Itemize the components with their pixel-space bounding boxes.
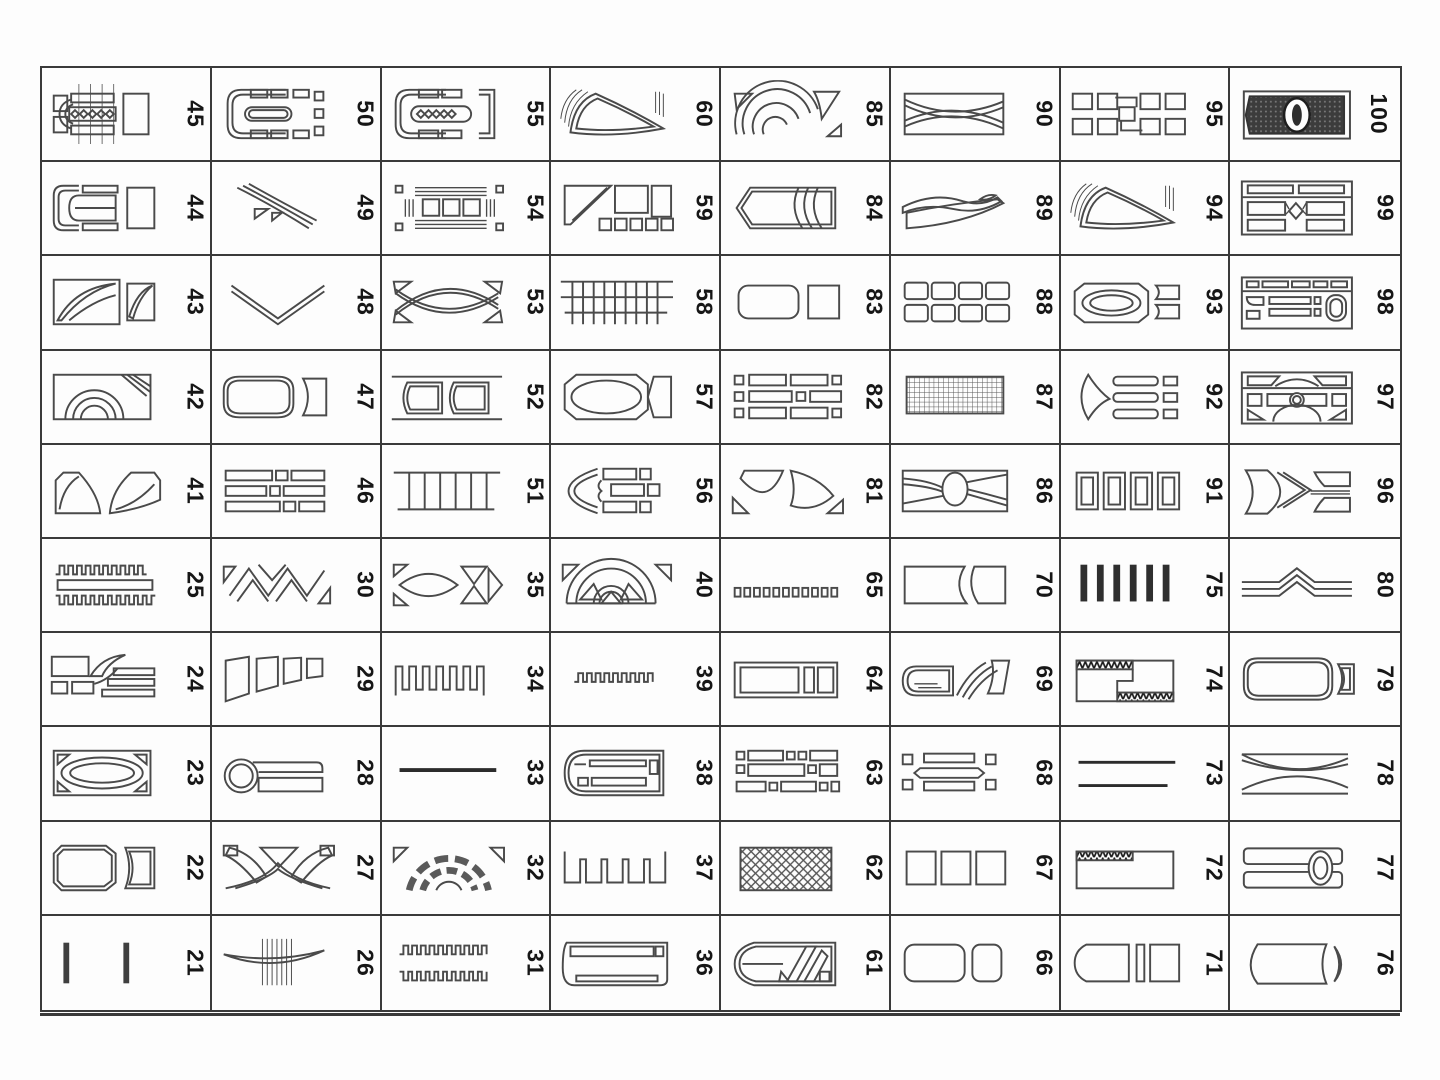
funnel-with-chevron-arrows-icon (1234, 450, 1362, 531)
pattern-cell-69 (891, 633, 1061, 727)
pattern-number: 41 (182, 477, 209, 505)
fantail-with-triple-bars-icon (1065, 356, 1191, 437)
pattern-number: 31 (521, 949, 548, 977)
curved-sail-with-hatch-arcs-icon (1065, 168, 1191, 249)
pattern-cell-85 (721, 68, 891, 162)
pattern-number: 65 (861, 571, 888, 599)
two-quarter-fan-sails-icon (46, 450, 172, 531)
stadium-panel-and-bracket-icon (216, 356, 342, 437)
row-of-small-squares-icon (725, 545, 851, 626)
pattern-cell-29 (212, 633, 382, 727)
stadium-with-swept-curves-icon (895, 639, 1021, 720)
pattern-number: 69 (1031, 665, 1058, 694)
triple-chevron-lines-icon (1234, 545, 1362, 626)
diagonal-curves-with-triangles-icon (216, 168, 342, 249)
pattern-number: 72 (1200, 853, 1227, 882)
pattern-number: 95 (1200, 100, 1227, 128)
pattern-cell-37 (551, 822, 721, 916)
pattern-cell-49 (212, 162, 382, 256)
rounded-panel-with-diagonal-stripes-icon (725, 921, 851, 1004)
pattern-cell-82 (721, 351, 891, 445)
deco-blocks-with-curves-icon (46, 639, 172, 720)
two-solid-lines-icon (1065, 733, 1191, 814)
pattern-number: 55 (521, 100, 548, 128)
pattern-number: 58 (691, 288, 718, 317)
pattern-cell-55 (382, 68, 552, 162)
pattern-cell-54 (382, 162, 552, 256)
pattern-cell-61 (721, 916, 891, 1010)
ellipse-with-flowing-curves-icon (895, 450, 1021, 531)
framed-bars-with-oval-ring-icon (1234, 262, 1362, 343)
pattern-number: 82 (861, 382, 888, 411)
greek-key-band-icon (555, 639, 681, 720)
brick-grille-with-squares-icon (725, 733, 851, 814)
bar-grille-with-end-squares-icon (725, 356, 851, 437)
arched-bands-with-corner-fans-icon (725, 74, 851, 155)
pattern-number: 84 (861, 194, 888, 223)
pattern-cell-64 (721, 633, 891, 727)
curved-panels-between-rails-icon (386, 356, 512, 437)
pattern-cell-32 (382, 822, 552, 916)
pattern-cell-96 (1230, 445, 1400, 539)
pattern-cell-39 (551, 633, 721, 727)
pattern-cell-86 (891, 445, 1061, 539)
pattern-number: 25 (182, 571, 209, 599)
pattern-number: 57 (691, 382, 718, 411)
pattern-cell-53 (382, 256, 552, 350)
lens-with-triangle-X-icon (386, 545, 512, 626)
pattern-number: 60 (691, 100, 718, 128)
pattern-cell-94 (1061, 162, 1231, 256)
pattern-cell-25 (42, 539, 212, 633)
pattern-number: 93 (1200, 288, 1227, 317)
rounded-bar-with-crescent-icon (1234, 921, 1362, 1004)
pattern-cell-63 (721, 727, 891, 821)
pattern-cell-44 (42, 162, 212, 256)
pattern-number: 96 (1372, 477, 1399, 505)
pattern-number: 30 (352, 571, 379, 599)
pattern-number: 61 (861, 949, 888, 977)
pattern-number: 43 (182, 288, 209, 317)
pattern-cell-50 (212, 68, 382, 162)
pattern-number: 44 (182, 194, 209, 223)
framed-triple-panel-icon (725, 639, 851, 720)
leaf-curves-in-two-panels-icon (46, 262, 172, 343)
pattern-cell-52 (382, 351, 552, 445)
fan-with-arc-bands-icon (555, 545, 681, 626)
pattern-cell-31 (382, 916, 552, 1010)
C-bracket-panel-with-bars-and-square-icon (46, 168, 172, 249)
pattern-cell-99 (1230, 162, 1400, 256)
art-nouveau-fan-panel-icon (216, 827, 342, 908)
pattern-cell-62 (721, 822, 891, 916)
pattern-cell-42 (42, 351, 212, 445)
pattern-number: 66 (1031, 949, 1058, 977)
shell-with-brick-bars-icon (555, 450, 681, 531)
zigzag-chevron-band-icon (216, 545, 342, 626)
double-C-frame-with-bars-and-small-squares-icon (216, 74, 342, 155)
bar-with-hatched-strip-icon (1065, 827, 1191, 908)
pattern-cell-70 (891, 539, 1061, 633)
pattern-cell-79 (1230, 633, 1400, 727)
pattern-number: 97 (1372, 382, 1399, 411)
rounded-panel-with-bars-icon (555, 921, 681, 1004)
pattern-cell-38 (551, 727, 721, 821)
rounded-panel-with-inner-bars-icon (555, 733, 681, 814)
pattern-cell-71 (1061, 916, 1231, 1010)
pattern-number: 88 (1031, 288, 1058, 317)
pattern-cell-91 (1061, 445, 1231, 539)
pattern-cell-98 (1230, 256, 1400, 350)
double-greek-key-rows-icon (386, 921, 512, 1004)
pointed-bar-with-brackets-icon (895, 733, 1021, 814)
pattern-number: 80 (1372, 571, 1399, 599)
pattern-number: 42 (182, 382, 209, 411)
pattern-cell-33 (382, 727, 552, 821)
pattern-number: 91 (1200, 477, 1227, 505)
pattern-number: 51 (521, 477, 548, 505)
pattern-cell-97 (1230, 351, 1400, 445)
woven-lens-band-icon (1234, 733, 1362, 814)
pattern-number: 73 (1200, 759, 1227, 788)
pattern-number: 67 (1031, 853, 1058, 882)
pattern-number: 71 (1200, 949, 1227, 977)
radiating-arch-segments-icon (386, 827, 512, 908)
pattern-cell-81 (721, 445, 891, 539)
pattern-number: 64 (861, 665, 888, 694)
pattern-number: 78 (1372, 759, 1399, 788)
pattern-number: 35 (521, 571, 548, 599)
pattern-cell-80 (1230, 539, 1400, 633)
pattern-cell-72 (1061, 822, 1231, 916)
eight-square-grid-icon (895, 262, 1021, 343)
pattern-number: 98 (1372, 288, 1399, 317)
pattern-number: 45 (182, 100, 209, 128)
pattern-cell-84 (721, 162, 891, 256)
panel-split-by-S-curve-icon (895, 545, 1021, 626)
pattern-cell-56 (551, 445, 721, 539)
framed-lens-medallion-icon (46, 733, 172, 814)
basketweave-band-icon (725, 827, 851, 908)
pattern-cell-67 (891, 822, 1061, 916)
pattern-cell-83 (721, 256, 891, 350)
greek-key-double-band-icon (46, 545, 172, 626)
pattern-number: 59 (691, 194, 718, 223)
octagon-panel-and-bracket-icon (46, 827, 172, 908)
double-chevron-icon (216, 262, 342, 343)
pattern-number: 21 (182, 949, 209, 977)
pattern-cell-21 (42, 916, 212, 1010)
pattern-cell-77 (1230, 822, 1400, 916)
pattern-cell-45 (42, 68, 212, 162)
framed-panels-with-center-diamond-icon (1234, 168, 1362, 249)
pattern-cell-43 (42, 256, 212, 350)
ellipse-in-octagon-with-cap-icon (555, 356, 681, 437)
pattern-number: 92 (1200, 382, 1227, 411)
pattern-cell-22 (42, 822, 212, 916)
pattern-number: 47 (352, 382, 379, 411)
pattern-cell-59 (551, 162, 721, 256)
pattern-number: 32 (521, 853, 548, 882)
pattern-cell-35 (382, 539, 552, 633)
swag-with-comb-lines-icon (216, 921, 342, 1004)
pattern-number: 23 (182, 759, 209, 788)
three-squares-icon (895, 827, 1021, 908)
pattern-cell-36 (551, 916, 721, 1010)
textured-band-with-ornate-oval-icon (1234, 74, 1362, 155)
pattern-cell-23 (42, 727, 212, 821)
framed-medallion-with-circles-icon (1234, 356, 1362, 437)
four-window-frames-icon (1065, 450, 1191, 531)
pattern-cell-34 (382, 633, 552, 727)
pattern-number: 90 (1031, 100, 1058, 128)
pattern-cell-40 (551, 539, 721, 633)
tall-comb-meander-icon (386, 639, 512, 720)
pattern-number: 100 (1365, 93, 1392, 135)
pattern-cell-75 (1061, 539, 1231, 633)
pattern-cell-58 (551, 256, 721, 350)
pattern-number: 63 (861, 759, 888, 788)
pattern-cell-47 (212, 351, 382, 445)
pattern-cell-100 (1230, 68, 1400, 162)
pattern-number: 81 (861, 477, 888, 505)
pattern-cell-88 (891, 256, 1061, 350)
split-bars-with-oval-ring-icon (1234, 827, 1362, 908)
rounded-bar,-slat-and-square-icon (1065, 921, 1191, 1004)
pattern-cell-68 (891, 727, 1061, 821)
pattern-number: 77 (1372, 853, 1399, 882)
pattern-number: 74 (1200, 665, 1227, 694)
pattern-number: 54 (521, 194, 548, 223)
pattern-cell-78 (1230, 727, 1400, 821)
diagonal-panel-with-small-squares-icon (555, 168, 681, 249)
square-wave-meander-icon (555, 827, 681, 908)
pointed-panel-with-curved-stripes-icon (725, 168, 851, 249)
squares-around-center-block-icon (1065, 74, 1191, 155)
pattern-cell-73 (1061, 727, 1231, 821)
pattern-number: 56 (691, 477, 718, 505)
pattern-number: 68 (1031, 759, 1058, 788)
panel-with-bead-chain-and-end-square-icon (46, 74, 172, 155)
pattern-number: 76 (1372, 949, 1399, 977)
pattern-number: 48 (352, 288, 379, 317)
pattern-cell-46 (212, 445, 382, 539)
pattern-cell-48 (212, 256, 382, 350)
pattern-number: 37 (691, 853, 718, 882)
pattern-cell-26 (212, 916, 382, 1010)
layered-wave-scroll-icon (895, 168, 1021, 249)
pattern-cell-89 (891, 162, 1061, 256)
pattern-cell-30 (212, 539, 382, 633)
C-frame-with-diamond-chain-and-bracket-icon (386, 74, 512, 155)
pattern-cell-60 (551, 68, 721, 162)
pattern-cell-57 (551, 351, 721, 445)
pattern-number: 70 (1031, 571, 1058, 599)
pattern-number: 94 (1200, 194, 1227, 223)
pattern-cell-74 (1061, 633, 1231, 727)
open-grid-lattice-icon (555, 262, 681, 343)
arches-with-diagonal-rays-icon (46, 356, 172, 437)
pattern-cell-92 (1061, 351, 1231, 445)
pattern-number: 28 (352, 759, 379, 788)
pattern-number: 85 (861, 100, 888, 128)
pattern-number: 87 (1031, 382, 1058, 411)
pattern-cell-93 (1061, 256, 1231, 350)
pattern-number: 40 (691, 571, 718, 599)
pattern-number: 34 (521, 665, 548, 694)
crossed-fish-curves-icon (386, 262, 512, 343)
pattern-number: 33 (521, 759, 548, 788)
four-tilted-panels-icon (216, 639, 342, 720)
pattern-number: 46 (352, 477, 379, 505)
staggered-brick-bars-icon (216, 450, 342, 531)
bar-with-offset-hatched-strips-icon (1065, 639, 1191, 720)
crossed-curved-bands-panel-icon (895, 74, 1021, 155)
pattern-number: 99 (1372, 194, 1399, 223)
fine-mesh-band-icon (895, 356, 1021, 437)
curved-triangle-pair-icon (725, 450, 851, 531)
pattern-cell-51 (382, 445, 552, 539)
oval-medallion-with-side-bars-icon (1065, 262, 1191, 343)
curved-sail-with-hatch-arcs-icon (555, 74, 681, 155)
pattern-cell-90 (891, 68, 1061, 162)
pattern-number: 79 (1372, 665, 1399, 694)
pattern-number: 52 (521, 382, 548, 411)
rounded-hexagon-panel-with-bracket-icon (1234, 639, 1362, 720)
sheet-bottom-rule (40, 1013, 1400, 1016)
pattern-cell-87 (891, 351, 1061, 445)
pattern-cell-95 (1061, 68, 1231, 162)
pattern-cell-76 (1230, 916, 1400, 1010)
pattern-cell-66 (891, 916, 1061, 1010)
pattern-number: 86 (1031, 477, 1058, 505)
pattern-number: 89 (1031, 194, 1058, 223)
two-solid-posts-icon (46, 921, 172, 1004)
pattern-cell-28 (212, 727, 382, 821)
pattern-number: 83 (861, 288, 888, 317)
pattern-cell-65 (721, 539, 891, 633)
pattern-number: 29 (352, 665, 379, 694)
pattern-number: 24 (182, 665, 209, 694)
pattern-number: 22 (182, 853, 209, 882)
ladder-rails-icon (386, 450, 512, 531)
pattern-number: 26 (352, 949, 379, 977)
rounded-rectangle-pair-icon (895, 921, 1021, 1004)
rounded-bar-and-square-icon (725, 262, 851, 343)
pattern-number: 49 (352, 194, 379, 223)
squares-with-line-bundles-icon (386, 168, 512, 249)
pattern-number: 75 (1200, 571, 1227, 599)
pattern-cell-24 (42, 633, 212, 727)
six-solid-bars-icon (1065, 545, 1191, 626)
pattern-grid (40, 66, 1402, 1012)
pattern-cell-27 (212, 822, 382, 916)
pattern-number: 50 (352, 100, 379, 128)
single-solid-line-icon (386, 733, 512, 814)
pattern-number: 38 (691, 759, 718, 788)
pattern-cell-41 (42, 445, 212, 539)
pattern-number: 36 (691, 949, 718, 977)
pattern-number: 53 (521, 288, 548, 317)
pattern-number: 27 (352, 853, 379, 882)
pattern-number: 39 (691, 665, 718, 694)
pattern-number: 62 (861, 853, 888, 882)
ring-with-double-bars-icon (216, 733, 342, 814)
